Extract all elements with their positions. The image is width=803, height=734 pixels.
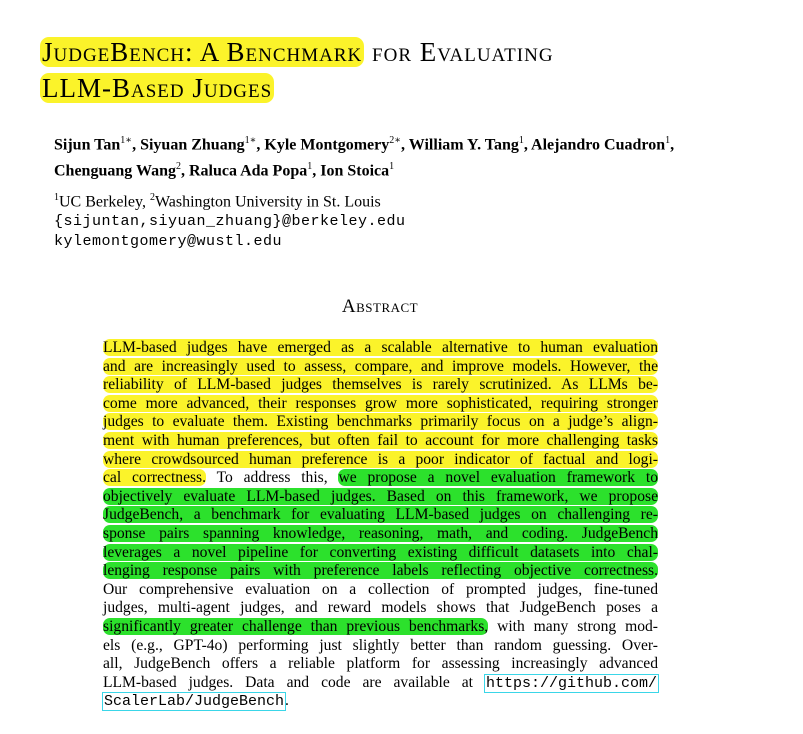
author-list — [54, 130, 754, 183]
abstract-text: judges, multi-agent judges, and reward models shows that JudgeBench poses a — [103, 599, 658, 617]
abstract-line — [103, 674, 658, 693]
affil-mark-2: 2 — [149, 192, 155, 203]
highlight-green: objectively evaluate LLM-based judges. Based on this framework, we propose — [103, 487, 658, 505]
author-name: Alejandro Cuadron — [531, 136, 666, 154]
highlight-yellow: and are increasingly used to assess, compare, and improve models. However, the — [103, 357, 658, 375]
highlight-green: leverages a novel pipeline for converting existing difficult datasets into chal- — [103, 543, 658, 561]
paper-title — [40, 34, 780, 106]
abstract-line — [103, 451, 658, 470]
abstract-heading: Abstract — [341, 296, 419, 317]
author-name: Chenguang Wang — [54, 162, 176, 180]
author-name: Sijun Tan — [54, 136, 121, 154]
author-line-2: Chenguang Wang$^2$, Raluca Ada Popa$^1$, Ion Stoica$^1$ — [54, 161, 395, 180]
abstract-text: with many strong mod- — [488, 617, 658, 635]
abstract-line — [103, 655, 658, 674]
github-link[interactable]: ScalerLab/JudgeBench — [104, 693, 285, 711]
title-line-2 — [40, 70, 780, 106]
abstract-line — [103, 544, 658, 563]
abstract-text: LLM-based judges. Data and code are available at — [103, 673, 485, 691]
highlight-green: sponse pairs spanning knowledge, reasoning, math, and coding. JudgeBench — [103, 524, 658, 542]
institution-2: Washington University in St. Louis — [154, 193, 381, 211]
author-affil-mark: 1 — [389, 161, 395, 173]
author-name: William Y. Tang — [408, 136, 519, 154]
author-affil-mark: 1 — [665, 135, 671, 146]
author-affil-mark: 2 — [175, 161, 181, 173]
author-name: Ion Stoica — [320, 162, 390, 180]
author-name: Siyuan Zhuang — [140, 136, 245, 154]
abstract-line — [103, 525, 658, 544]
highlight-yellow: cal correctness. — [103, 469, 207, 487]
abstract-line — [103, 637, 658, 656]
abstract-line — [103, 376, 658, 395]
highlight-yellow: judges to evaluate them. Existing benchmarks primarily focus on a judge’s align- — [103, 413, 658, 431]
abstract-text: all, JudgeBench offers a reliable platform for assessing increasingly advanced — [103, 655, 658, 673]
author-name: Raluca Ada Popa — [188, 162, 308, 180]
github-link[interactable]: https://github.com/ — [485, 674, 657, 692]
highlight-yellow: reliability of LLM-based judges themselves is rarely scrutinized. As LLMs be- — [103, 376, 658, 394]
highlight-green: significantly greater challenge than previous benchmarks, — [103, 617, 489, 635]
abstract-line — [103, 395, 658, 414]
affiliations — [54, 188, 654, 252]
title-highlight: JudgeBench: A Benchmark — [42, 37, 363, 67]
institutions — [54, 188, 654, 212]
affil-mark-1: 1 — [54, 192, 59, 203]
abstract-text: To address this, — [206, 469, 339, 487]
highlight-yellow: ment with human preferences, but often fail to account for more challenging tasks — [103, 431, 658, 449]
abstract-line — [103, 692, 658, 711]
institution-1: UC Berkeley, — [59, 193, 150, 211]
abstract-text: Our comprehensive evaluation on a collection of prompted judges, fine-tuned — [103, 580, 658, 598]
author-affil-mark: 1∗ — [120, 135, 133, 146]
highlight-green: JudgeBench, a benchmark for evaluating LLM-based judges on challenging re- — [103, 506, 658, 524]
abstract-line — [103, 432, 658, 451]
abstract-line — [103, 469, 658, 488]
author-name: Kyle Montgomery — [264, 136, 390, 154]
abstract-text: els (e.g., GPT-4o) performing just slightly better than random guessing. Over- — [103, 636, 658, 654]
abstract-line — [103, 488, 658, 507]
highlight-yellow: where crowdsourced human preference is a poor indicator of factual and logi- — [103, 450, 658, 468]
author-line-1: Sijun Tan$^{1∗}$, Siyuan Zhuang$^{1∗}$, Kyle Montgomery$^{2∗}$, William Y. Tang$^1$, Alejandro Cuadron$^1$, — [54, 135, 675, 154]
highlight-green: lenging response pairs with preference labels reflecting objective correctness. — [103, 562, 658, 580]
title-rest: for Evaluating — [364, 37, 554, 67]
highlight-yellow: LLM-based judges have emerged as a scalable alternative to human evaluation — [103, 339, 658, 356]
author-affil-mark: 2∗ — [389, 135, 402, 146]
abstract-line — [103, 506, 658, 525]
title-line-1 — [40, 34, 780, 70]
author-affil-mark: 1 — [518, 135, 524, 146]
abstract-line — [103, 618, 658, 637]
email-wustl: kylemontgomery@wustl.edu — [54, 233, 283, 251]
author-affil-mark: 1∗ — [244, 135, 257, 146]
abstract-text: . — [285, 692, 289, 710]
abstract-line — [103, 358, 658, 377]
abstract-line — [103, 339, 658, 358]
abstract-body — [103, 339, 658, 711]
abstract-line — [103, 413, 658, 432]
email-berkeley: {sijuntan,siyuan_zhuang}@berkeley.edu — [54, 213, 406, 231]
author-affil-mark: 1 — [307, 161, 313, 173]
highlight-yellow: come more advanced, their responses grow more sophisticated, requiring stronger — [103, 394, 658, 412]
title-highlight-2: LLM-Based Judges — [42, 73, 273, 103]
abstract-line — [103, 581, 658, 600]
highlight-green: we propose a novel evaluation framework to — [338, 469, 658, 487]
abstract-line — [103, 562, 658, 581]
abstract-line — [103, 599, 658, 618]
